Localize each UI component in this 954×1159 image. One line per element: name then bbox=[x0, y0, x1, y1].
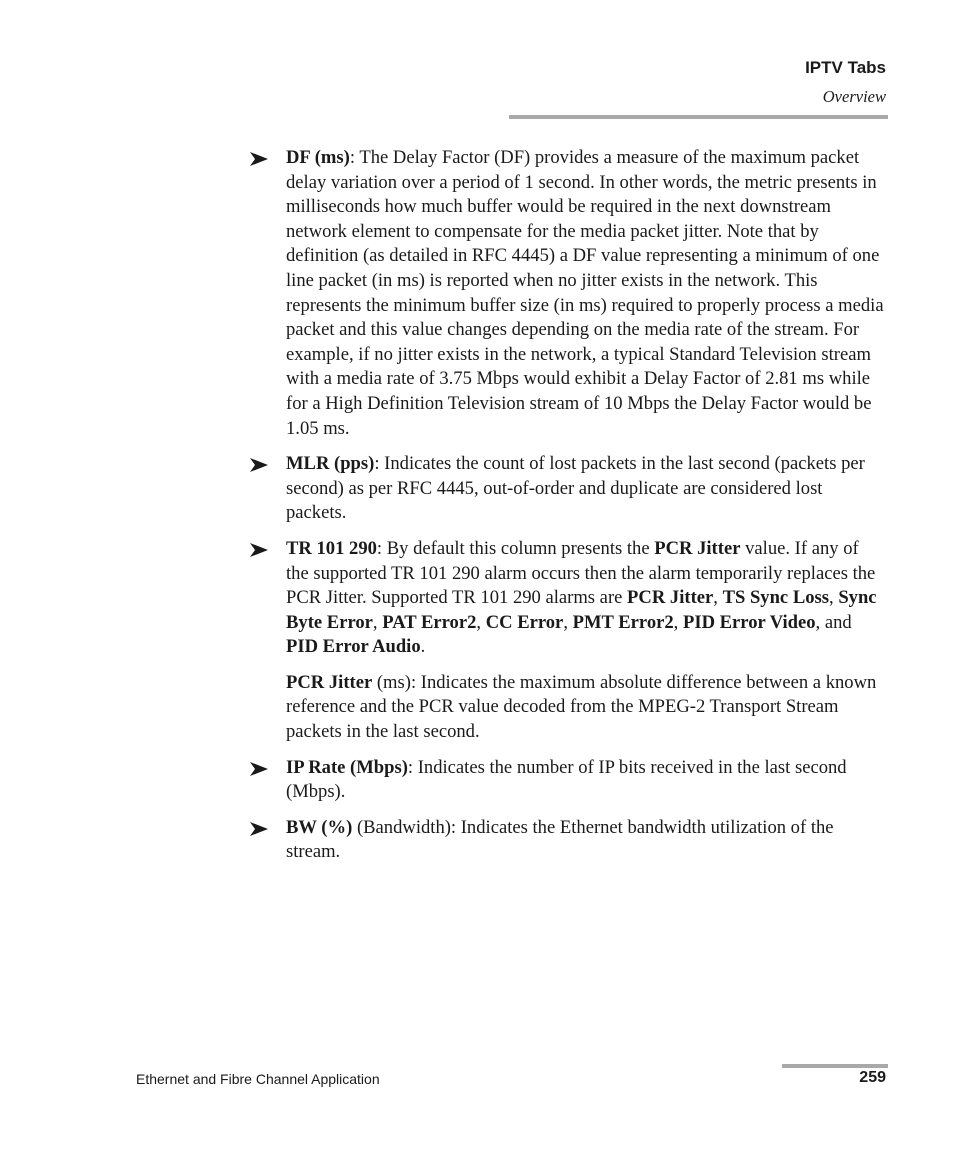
item-term: MLR (pps) bbox=[286, 453, 375, 475]
alarm-name: PMT Error2 bbox=[572, 611, 674, 633]
separator: , bbox=[673, 611, 683, 633]
alarm-name: TS Sync Loss bbox=[722, 587, 830, 609]
page-number: 259 bbox=[859, 1069, 886, 1086]
alarm-name: PID Error Video bbox=[682, 611, 816, 633]
separator: , bbox=[476, 611, 486, 633]
separator: , and bbox=[815, 611, 852, 633]
separator: , bbox=[563, 611, 573, 633]
alarm-name: Sync Byte Error bbox=[286, 587, 877, 633]
item-text: : By default this column presents the bbox=[376, 537, 655, 559]
list-item-mlr bbox=[250, 452, 886, 526]
list-item-bw bbox=[250, 816, 886, 865]
page-section-title: IPTV Tabs bbox=[805, 58, 886, 77]
note-description: (ms): Indicates the maximum absolute difference between a known reference and the PCR value decoded from the MPEG-2 Transport Stream packets in the last second. bbox=[286, 671, 877, 743]
arrow-bullet-icon bbox=[250, 822, 268, 836]
separator: , bbox=[829, 587, 839, 609]
note-term: PCR Jitter bbox=[286, 671, 373, 693]
item-term: BW (%) bbox=[286, 816, 353, 838]
item-description: : The Delay Factor (DF) provides a measure of the maximum packet delay variation over a period of 1 second. In other words, the metric presents in milliseconds how much buffer would be required in the next downstream network element to compensate for the media packet jitter. Note that by definition (as detailed in RFC 4445) a DF value representing a minimum of one line packet (in ms) is reported when no jitter exists in the network. This represents the minimum buffer size (in ms) required to properly process a media packet and this value changes depending on the media rate of the stream. For example, if no jitter exists in the network, a typical Standard Television stream with a media rate of 3.75 Mbps would exhibit a Delay Factor of 2.81 ms while for a High Definition Television stream of 10 Mbps the Delay Factor would be 1.05 ms. bbox=[286, 147, 884, 439]
item-term: TR 101 290 bbox=[286, 537, 377, 559]
alarm-name: PCR Jitter bbox=[627, 587, 714, 609]
separator: . bbox=[420, 636, 426, 658]
footer-divider bbox=[782, 1064, 888, 1068]
arrow-bullet-icon bbox=[250, 762, 268, 776]
item-description: : Indicates the number of IP bits received in the last second (Mbps). bbox=[286, 756, 847, 803]
alarm-name: CC Error bbox=[485, 611, 564, 633]
list-item-ip-rate bbox=[250, 756, 886, 805]
footer-document-title: Ethernet and Fibre Channel Application bbox=[136, 1071, 380, 1087]
separator: , bbox=[713, 587, 723, 609]
page-section-subtitle: Overview bbox=[822, 87, 886, 106]
item-description: (Bandwidth): Indicates the Ethernet bandwidth utilization of the stream. bbox=[286, 816, 834, 863]
pcr-jitter-note bbox=[250, 671, 886, 745]
arrow-bullet-icon bbox=[250, 458, 268, 472]
header-divider bbox=[509, 115, 888, 119]
item-term: IP Rate (Mbps) bbox=[286, 756, 408, 778]
bold-term: PCR Jitter bbox=[654, 537, 741, 559]
item-term: DF (ms) bbox=[286, 147, 350, 168]
arrow-bullet-icon bbox=[250, 152, 268, 166]
item-description: : Indicates the count of lost packets in the last second (packets per second) as per RFC 4445, out-of-order and duplicate are considered lost packets. bbox=[286, 453, 865, 524]
body-content bbox=[250, 146, 886, 876]
alarm-name: PAT Error2 bbox=[382, 611, 477, 633]
item-text: value. If any of the supported TR 101 290 alarm occurs then the alarm temporarily replaces the PCR Jitter. Supported TR 101 290 alarms are bbox=[286, 537, 876, 609]
list-item-df bbox=[250, 146, 886, 441]
alarm-name: PID Error Audio bbox=[286, 636, 421, 658]
arrow-bullet-icon bbox=[250, 543, 268, 557]
separator: , bbox=[372, 611, 383, 633]
list-item-tr101290 bbox=[250, 537, 886, 660]
